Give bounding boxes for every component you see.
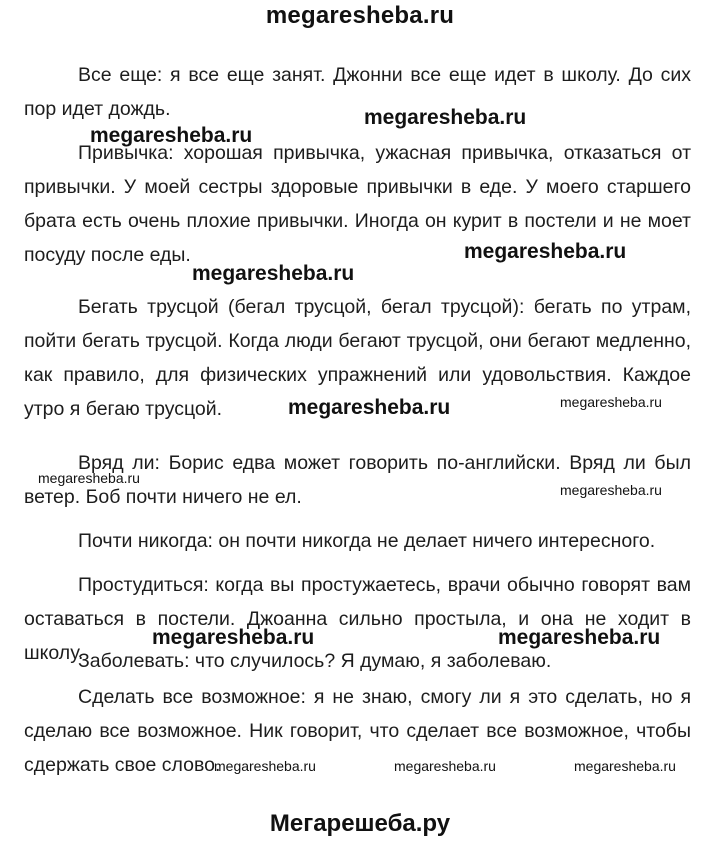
paragraph-still: Все еще: я все еще занят. Джонни все еще идет в школу. До сих пор идет дождь. (24, 64, 691, 120)
paragraph-hardly-ever: Почти никогда: он почти никогда не делает ничего интересного. (78, 530, 656, 552)
paragraph-get-sick: Заболевать: что случилось? Я думаю, я заболеваю. (78, 650, 552, 672)
paragraph-habit: Привычка: хорошая привычка, ужасная привычка, отказаться от привычки. У моей сестры здоровые привычки в еде. У моего старшего брата есть очень плохие привычки. Иногда он курит в постели и не моет посуду после еды. (24, 142, 691, 266)
watermark: megaresheba.ru (152, 626, 315, 649)
watermark: megaresheba.ru (364, 106, 527, 129)
watermark: megaresheba.ru (560, 482, 662, 498)
watermark: megaresheba.ru (560, 394, 662, 410)
watermark: megaresheba.ru (498, 626, 661, 649)
watermark: megaresheba.ru (288, 396, 451, 419)
paragraph-do-best: Сделать все возможное: я не знаю, смогу ли я это сделать, но я сделаю все возможное. Ник говорит, что сделает все возможное, чтобы сдержать свое слово. (24, 686, 691, 776)
watermark: megaresheba.ru (38, 470, 140, 486)
watermark: megaresheba.ru (574, 758, 676, 774)
header-site-watermark: megaresheba.ru (265, 2, 455, 29)
paragraph-jog: Бегать трусцой (бегал трусцой, бегал трусцой): бегать по утрам, пойти бегать трусцой. Когда люди бегают трусцой, они бегают медленно, как правило, для физических упражнений или удовольствия. Каждое утро я бегаю трусцой. (24, 296, 691, 420)
watermark: megaresheba.ru (192, 262, 355, 285)
footer-title: Мегарешеба.ру (269, 810, 451, 837)
watermark: megaresheba.ru (464, 240, 627, 263)
watermark: megaresheba.ru (90, 124, 253, 147)
paragraph-catch-cold: Простудиться: когда вы простужаетесь, врачи обычно говорят вам оставаться в постели. Джоанна сильно простыла, и она не ходит в школу. (24, 574, 691, 664)
watermark: megaresheba.ru (394, 758, 496, 774)
paragraph-hardly: Вряд ли: Борис едва может говорить по-английски. Вряд ли был ветер. Боб почти ничего не ел. (24, 452, 691, 508)
watermark: megaresheba.ru (214, 758, 316, 774)
